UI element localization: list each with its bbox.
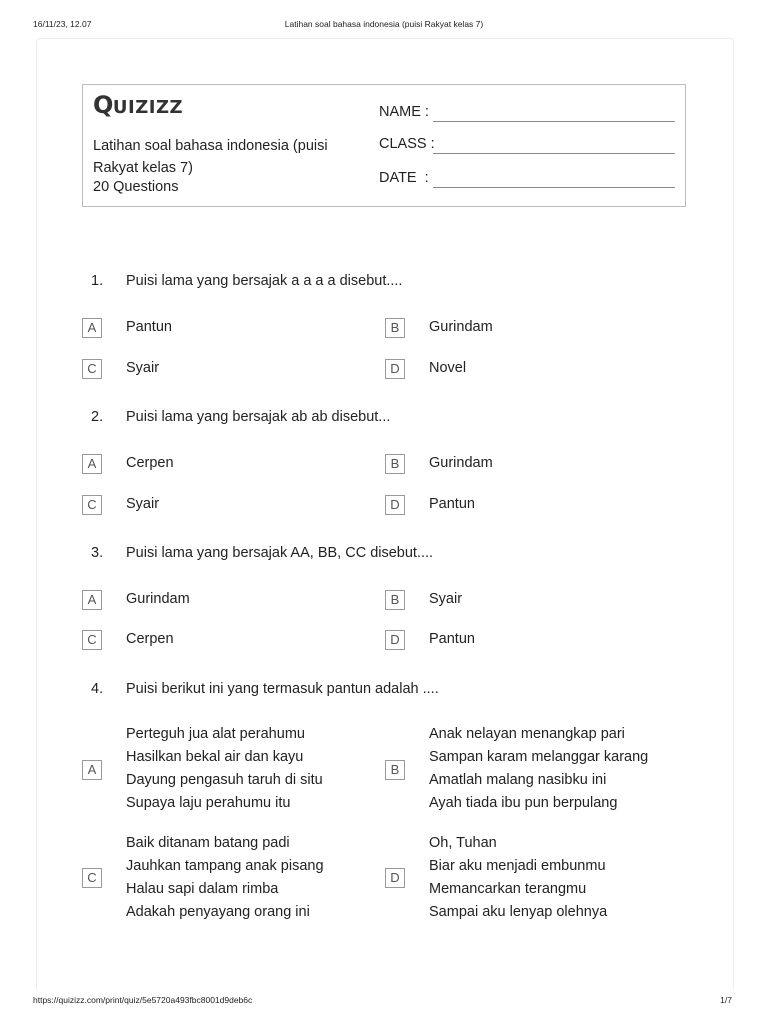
poem-line: Perteguh jua alat perahumu: [126, 726, 305, 742]
option-a-box[interactable]: A: [82, 590, 102, 610]
question-number: 3.: [91, 545, 104, 561]
option-a-box[interactable]: A: [82, 454, 102, 474]
question-number: 2.: [91, 409, 104, 425]
poem-line: Hasilkan bekal air dan kayu: [126, 749, 304, 765]
quiz-info-box: [82, 84, 686, 207]
poem-line: Ayah tiada ibu pun berpulang: [429, 795, 618, 811]
poem-line: Anak nelayan menangkap pari: [429, 726, 625, 742]
option-b-box[interactable]: B: [385, 318, 405, 338]
option-d-box[interactable]: D: [385, 359, 405, 379]
option-b-text: Gurindam: [429, 455, 493, 471]
poem-line: Oh, Tuhan: [429, 835, 497, 851]
poem-line: Supaya laju perahumu itu: [126, 795, 291, 811]
class-line: [433, 153, 675, 154]
option-c-text: Cerpen: [126, 631, 174, 647]
option-d-poem: [429, 832, 607, 924]
print-page-title: Latihan soal bahasa indonesia (puisi Rakyat kelas 7): [284, 19, 484, 29]
print-url[interactable]: https://quizizz.com/print/quiz/5e5720a493fbc8001d9deb6c: [33, 995, 253, 1005]
name-label: NAME :: [379, 104, 429, 120]
print-footer: [0, 995, 768, 1009]
option-c-box[interactable]: C: [82, 359, 102, 379]
option-d-text: Pantun: [429, 631, 475, 647]
option-d-text: Novel: [429, 360, 467, 376]
option-c-poem: [126, 832, 324, 924]
question-number: 4.: [91, 681, 104, 697]
poem-line: Biar aku menjadi embunmu: [429, 858, 606, 874]
question-count: 20 Questions: [93, 179, 179, 195]
poem-line: Sampai aku lenyap olehnya: [429, 904, 608, 920]
quiz-title: Latihan soal bahasa indonesia (puisi Rakyat kelas 7): [93, 138, 328, 176]
name-line: [433, 121, 675, 122]
option-c-text: Syair: [126, 496, 160, 512]
print-page-number: 1/7: [720, 995, 732, 1005]
poem-line: Amatlah malang nasibku ini: [429, 772, 607, 788]
poem-line: Baik ditanam batang padi: [126, 835, 290, 851]
option-b-text: Gurindam: [429, 319, 493, 335]
question-text: Puisi berikut ini yang termasuk pantun adalah ....: [126, 681, 439, 697]
option-c-box[interactable]: C: [82, 868, 102, 888]
date-line: [433, 187, 675, 188]
option-d-box[interactable]: D: [385, 868, 405, 888]
option-c-box[interactable]: C: [82, 495, 102, 515]
class-label: CLASS :: [379, 136, 435, 152]
question-text: Puisi lama yang bersajak a a a a disebut....: [126, 273, 403, 289]
poem-line: Memancarkan terangmu: [429, 881, 587, 897]
date-label: DATE :: [379, 170, 429, 186]
option-a-text: Cerpen: [126, 455, 174, 471]
question-text: Puisi lama yang bersajak AA, BB, CC disebut....: [126, 545, 434, 561]
option-a-box[interactable]: A: [82, 760, 102, 780]
poem-line: Jauhkan tampang anak pisang: [126, 858, 324, 874]
option-b-text: Syair: [429, 591, 463, 607]
option-d-box[interactable]: D: [385, 630, 405, 650]
poem-line: Dayung pengasuh taruh di situ: [126, 772, 323, 788]
option-b-box[interactable]: B: [385, 590, 405, 610]
question-number: 1.: [91, 273, 104, 289]
poem-line: Sampan karam melanggar karang: [429, 749, 649, 765]
class-field: [379, 136, 679, 158]
poem-line: Adakah penyayang orang ini: [126, 904, 310, 920]
option-c-text: Syair: [126, 360, 160, 376]
question-text: Puisi lama yang bersajak ab ab disebut...: [126, 409, 391, 425]
option-b-poem: [429, 723, 648, 815]
quizizz-logo: QUIZIZZ: [93, 91, 184, 119]
option-d-box[interactable]: D: [385, 495, 405, 515]
print-datetime: 16/11/23, 12.07: [33, 19, 92, 29]
option-a-box[interactable]: A: [82, 318, 102, 338]
option-a-text: Pantun: [126, 319, 172, 335]
option-a-poem: [126, 723, 323, 815]
date-field: [379, 170, 679, 192]
option-d-text: Pantun: [429, 496, 475, 512]
option-b-box[interactable]: B: [385, 760, 405, 780]
option-a-text: Gurindam: [126, 591, 190, 607]
option-c-box[interactable]: C: [82, 630, 102, 650]
option-b-box[interactable]: B: [385, 454, 405, 474]
poem-line: Halau sapi dalam rimba: [126, 881, 279, 897]
name-field: [379, 104, 679, 126]
print-header: [0, 19, 768, 33]
